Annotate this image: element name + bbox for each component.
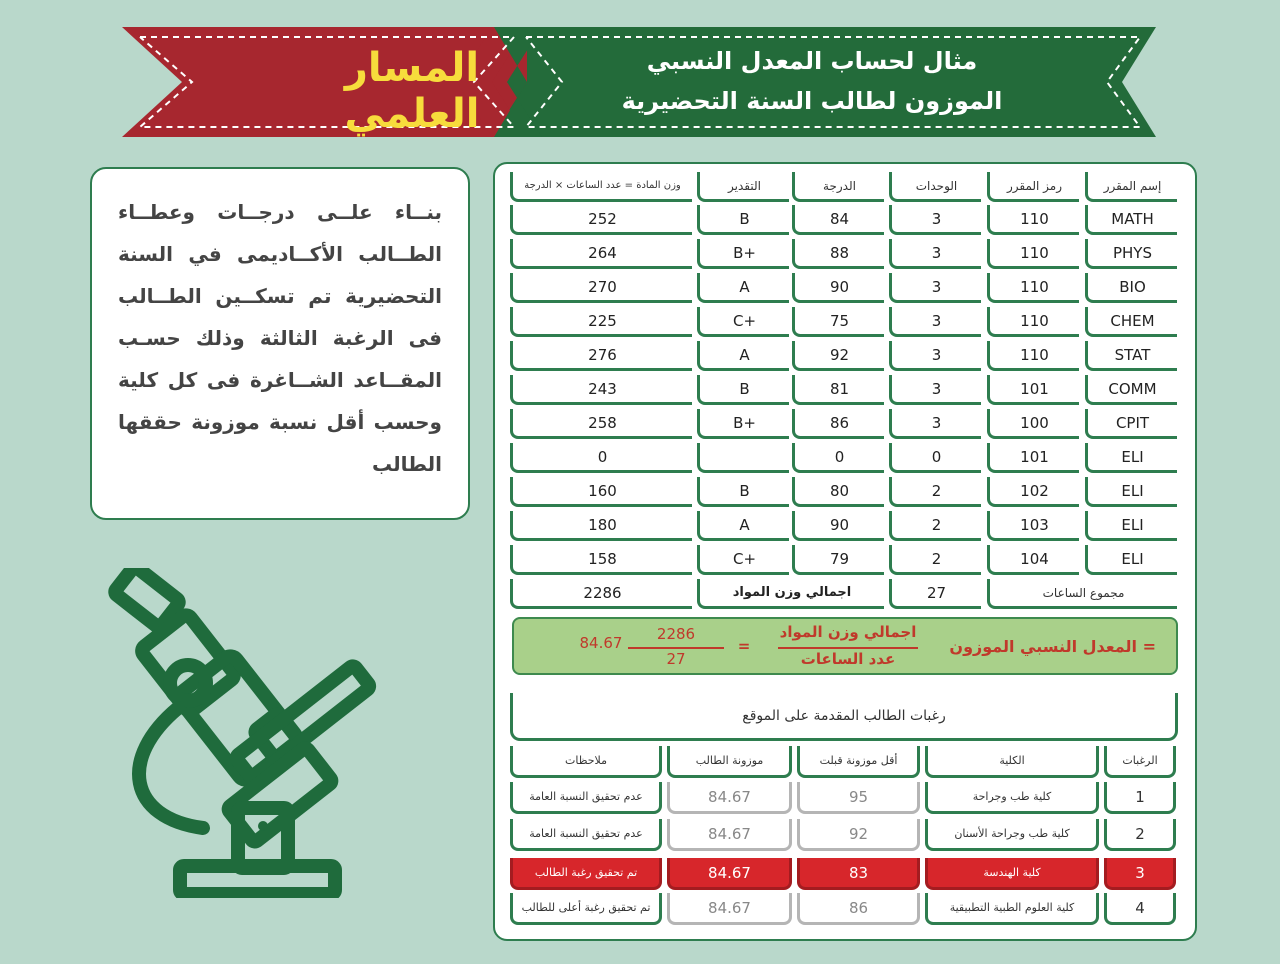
- cell-weight: 225: [510, 307, 692, 337]
- cell-grade: 92: [792, 341, 884, 371]
- header-grade: الدرجة: [792, 172, 884, 202]
- cell-weight: 264: [510, 239, 692, 269]
- cell-grade: 88: [792, 239, 884, 269]
- cell-code: 101: [987, 375, 1079, 405]
- wish-header-rank: الرغبات: [1104, 746, 1176, 778]
- cell-weight: 258: [510, 409, 692, 439]
- formula-numerator-value: 2286: [656, 625, 696, 643]
- cell-grade: 80: [792, 477, 884, 507]
- banner-title-line-2: الموزون لطالب السنة التحضيرية: [621, 87, 1003, 115]
- cell-units: 2: [889, 477, 981, 507]
- cell-code: 110: [987, 239, 1079, 269]
- cell-course: PHYS: [1085, 239, 1177, 269]
- cell-code: 104: [987, 545, 1079, 575]
- cell-code: 102: [987, 477, 1079, 507]
- cell-units: 3: [889, 307, 981, 337]
- cell-rating: B: [697, 477, 789, 507]
- cell-rating: A: [697, 511, 789, 541]
- formula-value-line: [628, 647, 724, 649]
- cell-units: 3: [889, 409, 981, 439]
- cell-rating: C+: [697, 545, 789, 575]
- cell-course: BIO: [1085, 273, 1177, 303]
- wish-header-student: موزونة الطالب: [667, 746, 792, 778]
- wish-college: كلية طب وجراحة: [925, 782, 1099, 814]
- cell-grade: 90: [792, 511, 884, 541]
- cell-weight: 270: [510, 273, 692, 303]
- header-course: إسم المقرر: [1085, 172, 1177, 202]
- cell-grade: 75: [792, 307, 884, 337]
- cell-grade: 0: [792, 443, 884, 473]
- wish-student: 84.67: [667, 893, 792, 925]
- wish-college: كلية الهندسة: [925, 858, 1099, 890]
- cell-course: ELI: [1085, 477, 1177, 507]
- cell-grade: 86: [792, 409, 884, 439]
- cell-course: COMM: [1085, 375, 1177, 405]
- cell-grade: 79: [792, 545, 884, 575]
- header-weight: وزن المادة = عدد الساعات × الدرجة: [510, 172, 692, 202]
- info-box: [90, 167, 470, 520]
- title-banner: [122, 27, 1156, 137]
- wish-header-college: الكلية: [925, 746, 1099, 778]
- cell-grade: 84: [792, 205, 884, 235]
- microscope-icon: [108, 568, 398, 898]
- cell-rating: A: [697, 273, 789, 303]
- info-text: بنــاء علــى درجــات وعطــاء الطــالب الأكــاديمى في السنة التحضيرية تم تسكــين الطــالب فى الرغبة الثالثة وذلك حسـب المقــاعد الشــاغرة فى كل كلية وحسب أقل نسبة موزونة حققها الطالب: [118, 200, 442, 476]
- cell-weight: 243: [510, 375, 692, 405]
- cell-course: STAT: [1085, 341, 1177, 371]
- cell-units: 3: [889, 375, 981, 405]
- cell-units: 3: [889, 273, 981, 303]
- weighted-average-formula: [512, 617, 1178, 675]
- cell-course: ELI: [1085, 545, 1177, 575]
- header-rating: التقدير: [697, 172, 789, 202]
- total-hours-label: مجموع الساعات: [987, 579, 1177, 609]
- wish-min: 83: [797, 858, 920, 890]
- formula-denominator-text: عدد الساعات: [800, 650, 896, 668]
- wish-min: 92: [797, 819, 920, 851]
- wishes-title: رغبات الطالب المقدمة على الموقع: [510, 693, 1178, 741]
- cell-code: 110: [987, 307, 1079, 337]
- cell-rating: A: [697, 341, 789, 371]
- formula-fraction-line: [778, 647, 918, 649]
- wish-student: 84.67: [667, 782, 792, 814]
- cell-course: ELI: [1085, 511, 1177, 541]
- cell-code: 110: [987, 205, 1079, 235]
- wish-notes: عدم تحقيق النسبة العامة: [510, 782, 662, 814]
- wish-student: 84.67: [667, 858, 792, 890]
- wish-rank: 1: [1104, 782, 1176, 814]
- cell-rating: C+: [697, 307, 789, 337]
- header-units: الوحدات: [889, 172, 981, 202]
- formula-result: 84.67: [579, 634, 623, 652]
- wish-header-notes: ملاحظات: [510, 746, 662, 778]
- total-weight-value: 2286: [510, 579, 692, 609]
- cell-course: CHEM: [1085, 307, 1177, 337]
- wish-header-min: أقل موزونة قبلت: [797, 746, 920, 778]
- track-title: المسار العلمي: [344, 45, 480, 137]
- wish-college: كلية طب وجراحة الأسنان: [925, 819, 1099, 851]
- cell-course: MATH: [1085, 205, 1177, 235]
- wish-student: 84.67: [667, 819, 792, 851]
- banner-title: [602, 41, 1022, 121]
- cell-rating: B+: [697, 409, 789, 439]
- header-code: رمز المقرر: [987, 172, 1079, 202]
- cell-grade: 90: [792, 273, 884, 303]
- wish-rank: 2: [1104, 819, 1176, 851]
- wish-rank: 3: [1104, 858, 1176, 890]
- cell-rating: B: [697, 375, 789, 405]
- cell-weight: 158: [510, 545, 692, 575]
- cell-grade: 81: [792, 375, 884, 405]
- formula-denominator-value: 27: [666, 650, 686, 668]
- wish-notes: تم تحقيق رغبة أعلى للطالب: [510, 893, 662, 925]
- wish-rank: 4: [1104, 893, 1176, 925]
- banner-title-line-1: مثال لحساب المعدل النسبي: [646, 47, 978, 75]
- cell-code: 100: [987, 409, 1079, 439]
- wish-notes: عدم تحقيق النسبة العامة: [510, 819, 662, 851]
- total-weight-label: اجمالي وزن المواد: [697, 579, 884, 609]
- cell-weight: 276: [510, 341, 692, 371]
- cell-units: 3: [889, 239, 981, 269]
- cell-rating: B+: [697, 239, 789, 269]
- cell-units: 3: [889, 341, 981, 371]
- cell-code: 103: [987, 511, 1079, 541]
- cell-units: 3: [889, 205, 981, 235]
- cell-units: 2: [889, 511, 981, 541]
- formula-equals: =: [737, 637, 751, 655]
- cell-code: 101: [987, 443, 1079, 473]
- cell-weight: 160: [510, 477, 692, 507]
- cell-course: ELI: [1085, 443, 1177, 473]
- cell-rating: B: [697, 205, 789, 235]
- formula-label: المعدل النسبي الموزون =: [949, 637, 1156, 656]
- cell-units: 2: [889, 545, 981, 575]
- wish-notes: تم تحقيق رغبة الطالب: [510, 858, 662, 890]
- cell-weight: 180: [510, 511, 692, 541]
- cell-units: 0: [889, 443, 981, 473]
- total-hours-value: 27: [889, 579, 981, 609]
- cell-code: 110: [987, 273, 1079, 303]
- cell-code: 110: [987, 341, 1079, 371]
- wish-min: 86: [797, 893, 920, 925]
- cell-rating: [697, 443, 789, 473]
- cell-course: CPIT: [1085, 409, 1177, 439]
- formula-numerator-text: اجمالي وزن المواد: [779, 623, 917, 641]
- cell-weight: 252: [510, 205, 692, 235]
- wish-college: كلية العلوم الطبية التطبيقية: [925, 893, 1099, 925]
- cell-weight: 0: [510, 443, 692, 473]
- wish-min: 95: [797, 782, 920, 814]
